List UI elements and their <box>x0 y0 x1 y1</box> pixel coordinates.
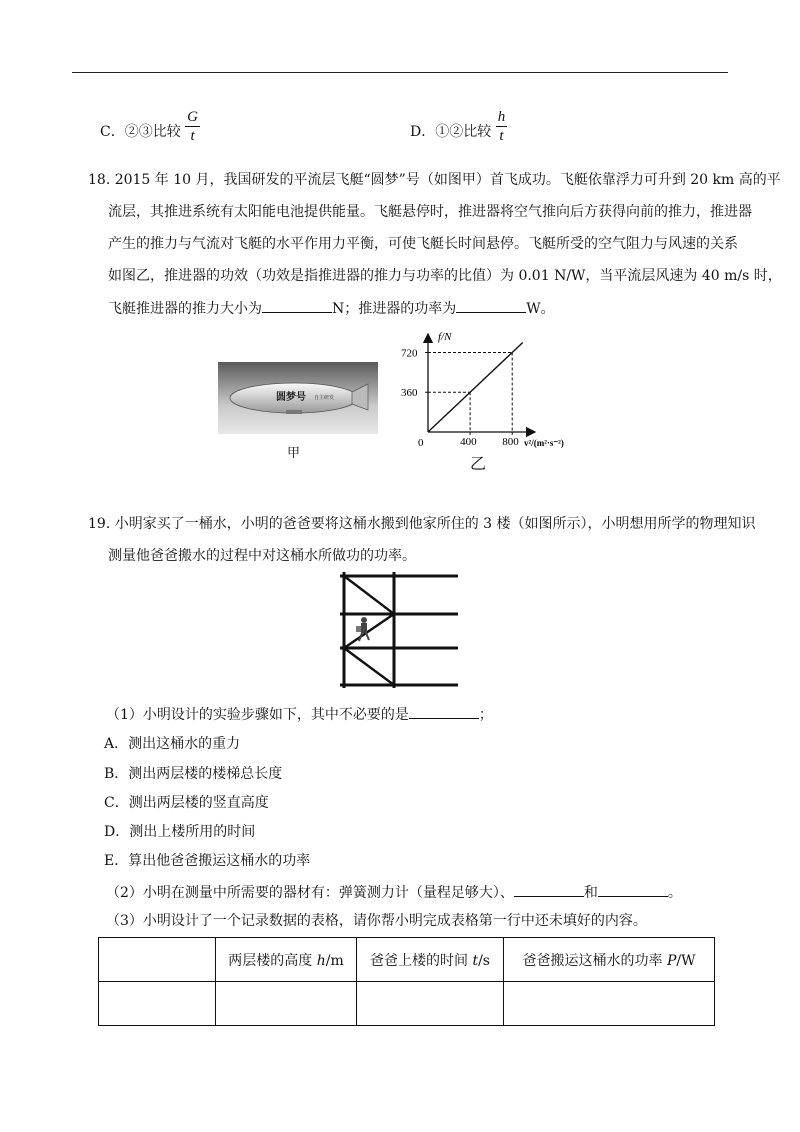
q19-line-2: 测量他爸爸搬水的过程中对这桶水所做功的功率。 <box>108 548 416 564</box>
answer-blank-unnecessary-step[interactable] <box>409 704 479 719</box>
table-row <box>99 982 715 1026</box>
q19-part-2-text-b: 和 <box>583 885 598 901</box>
answer-blank-power[interactable] <box>456 298 526 313</box>
q19-part-1 <box>106 704 493 725</box>
header-text: 爸爸搬运这桶水的功率 <box>522 952 667 969</box>
stair-flight <box>344 614 394 648</box>
header-var: t <box>472 952 479 969</box>
chart-x-tick-label: 400 <box>460 436 477 448</box>
table-cell[interactable] <box>357 982 504 1026</box>
answer-blank-tool-1[interactable] <box>514 882 584 897</box>
chart-x-label: v²/(m²·s⁻²) <box>524 438 564 448</box>
force-speed-chart <box>390 322 590 452</box>
table-header-blank-cell[interactable] <box>99 938 216 982</box>
fraction-denominator: t <box>496 126 508 145</box>
q19-part-2 <box>106 882 682 903</box>
q19-option-a: A．测出这桶水的重力 <box>104 736 241 752</box>
table-header-row <box>99 938 715 982</box>
q18-line-4: 如图乙，推进器的功效（功效是指推进器的推力与功率的比值）为 0.01 N/W，当平流层风速为 40 m/s 时， <box>108 268 782 284</box>
table-header-height <box>216 938 357 982</box>
stairs-figure <box>330 568 464 692</box>
header-unit: /s <box>478 952 490 969</box>
header-text: 两层楼的高度 <box>228 952 317 969</box>
q18-text-c: W。 <box>526 301 555 317</box>
q19-part-3: （3）小明设计了一个记录数据的表格，请你帮小明完成表格第一行中还未填好的内容。 <box>106 913 647 929</box>
figure-a-caption: 甲 <box>287 446 301 461</box>
q19-option-c: C．测出两层楼的竖直高度 <box>104 795 269 811</box>
record-table <box>98 937 715 1026</box>
q18-line-3: 产生的推力与气流对飞艇的水平作用力平衡，可使飞艇长时间悬停。飞艇所受的空气阻力与风速的关系 <box>108 236 738 252</box>
q19-option-b: B．测出两层楼的楼梯总长度 <box>104 766 283 782</box>
chart-x-tick-label: 800 <box>502 436 519 448</box>
q19-option-e: E．算出他爸爸搬运这桶水的功率 <box>104 853 311 869</box>
answer-blank-tool-2[interactable] <box>598 882 668 897</box>
table-header-power <box>504 938 715 982</box>
q19-line-1: 19. 小明家买了一桶水，小明的爸爸要将这桶水搬到他家所住的 3 楼（如图所示），小明想用所学的物理知识 <box>88 516 756 532</box>
stair-flight <box>344 576 394 614</box>
fraction-h-over-t <box>496 108 508 145</box>
header-var: h <box>316 952 326 969</box>
chart-series-line <box>428 343 523 432</box>
airship-small-text: 自主研发 <box>314 395 335 401</box>
q18-text-b: N；推进器的功率为 <box>332 301 457 317</box>
header-unit: /W <box>676 952 696 969</box>
q18-line-2: 流层，其推进系统有太阳能电池提供能量。飞艇悬停时，推进器将空气推向后方获得向前的推力，推进器 <box>108 204 752 220</box>
header-unit: /m <box>325 952 344 969</box>
q18-line-1: 18. 2015 年 10 月，我国研发的平流层飞艇“圆梦”号（如图甲）首飞成功。飞艇依靠浮力可升到 20 km 高的平 <box>88 172 781 188</box>
airship-name-text: 圆梦号 <box>276 392 306 403</box>
chart-y-label: f/N <box>438 331 452 343</box>
q18-text-a: 飞艇推进器的推力大小为 <box>108 301 262 317</box>
table-header-time <box>357 938 504 982</box>
airship-gondola <box>286 410 302 414</box>
option-c-label: C．②③比较 <box>100 124 181 140</box>
chart-y-tick-label: 720 <box>401 347 418 360</box>
table-cell[interactable] <box>504 982 715 1026</box>
fraction-denominator: t <box>185 126 200 145</box>
q19-part-2-text-c: 。 <box>667 885 682 901</box>
q19-part-2-text-a: （2）小明在测量中所需要的器材有：弹簧测力计（量程足够大）、 <box>106 885 514 901</box>
q19-part-1-end: ； <box>478 707 493 723</box>
q19-option-d: D．测出上楼所用的时间 <box>104 824 256 840</box>
fraction-numerator: G <box>187 108 199 125</box>
q18-line-5 <box>108 298 555 319</box>
option-d <box>410 100 507 151</box>
chart-origin-label: 0 <box>418 437 424 449</box>
stair-flight <box>344 648 394 685</box>
option-c <box>100 100 200 151</box>
q19-part-1-text: （1）小明设计的实验步骤如下，其中不必要的是 <box>106 707 409 723</box>
table-cell[interactable] <box>99 982 216 1026</box>
airship-figure <box>218 362 378 434</box>
header-text: 爸爸上楼的时间 <box>370 952 473 969</box>
chart-y-tick-label: 360 <box>401 387 418 400</box>
option-d-label: D．①②比较 <box>410 124 492 140</box>
answer-blank-thrust[interactable] <box>262 298 332 313</box>
header-var: P <box>666 952 677 969</box>
table-cell[interactable] <box>216 982 357 1026</box>
figure-b-caption: 乙 <box>470 454 487 473</box>
header-rule <box>72 72 728 73</box>
fraction-g-over-t <box>185 108 200 145</box>
fraction-numerator: h <box>497 108 506 125</box>
